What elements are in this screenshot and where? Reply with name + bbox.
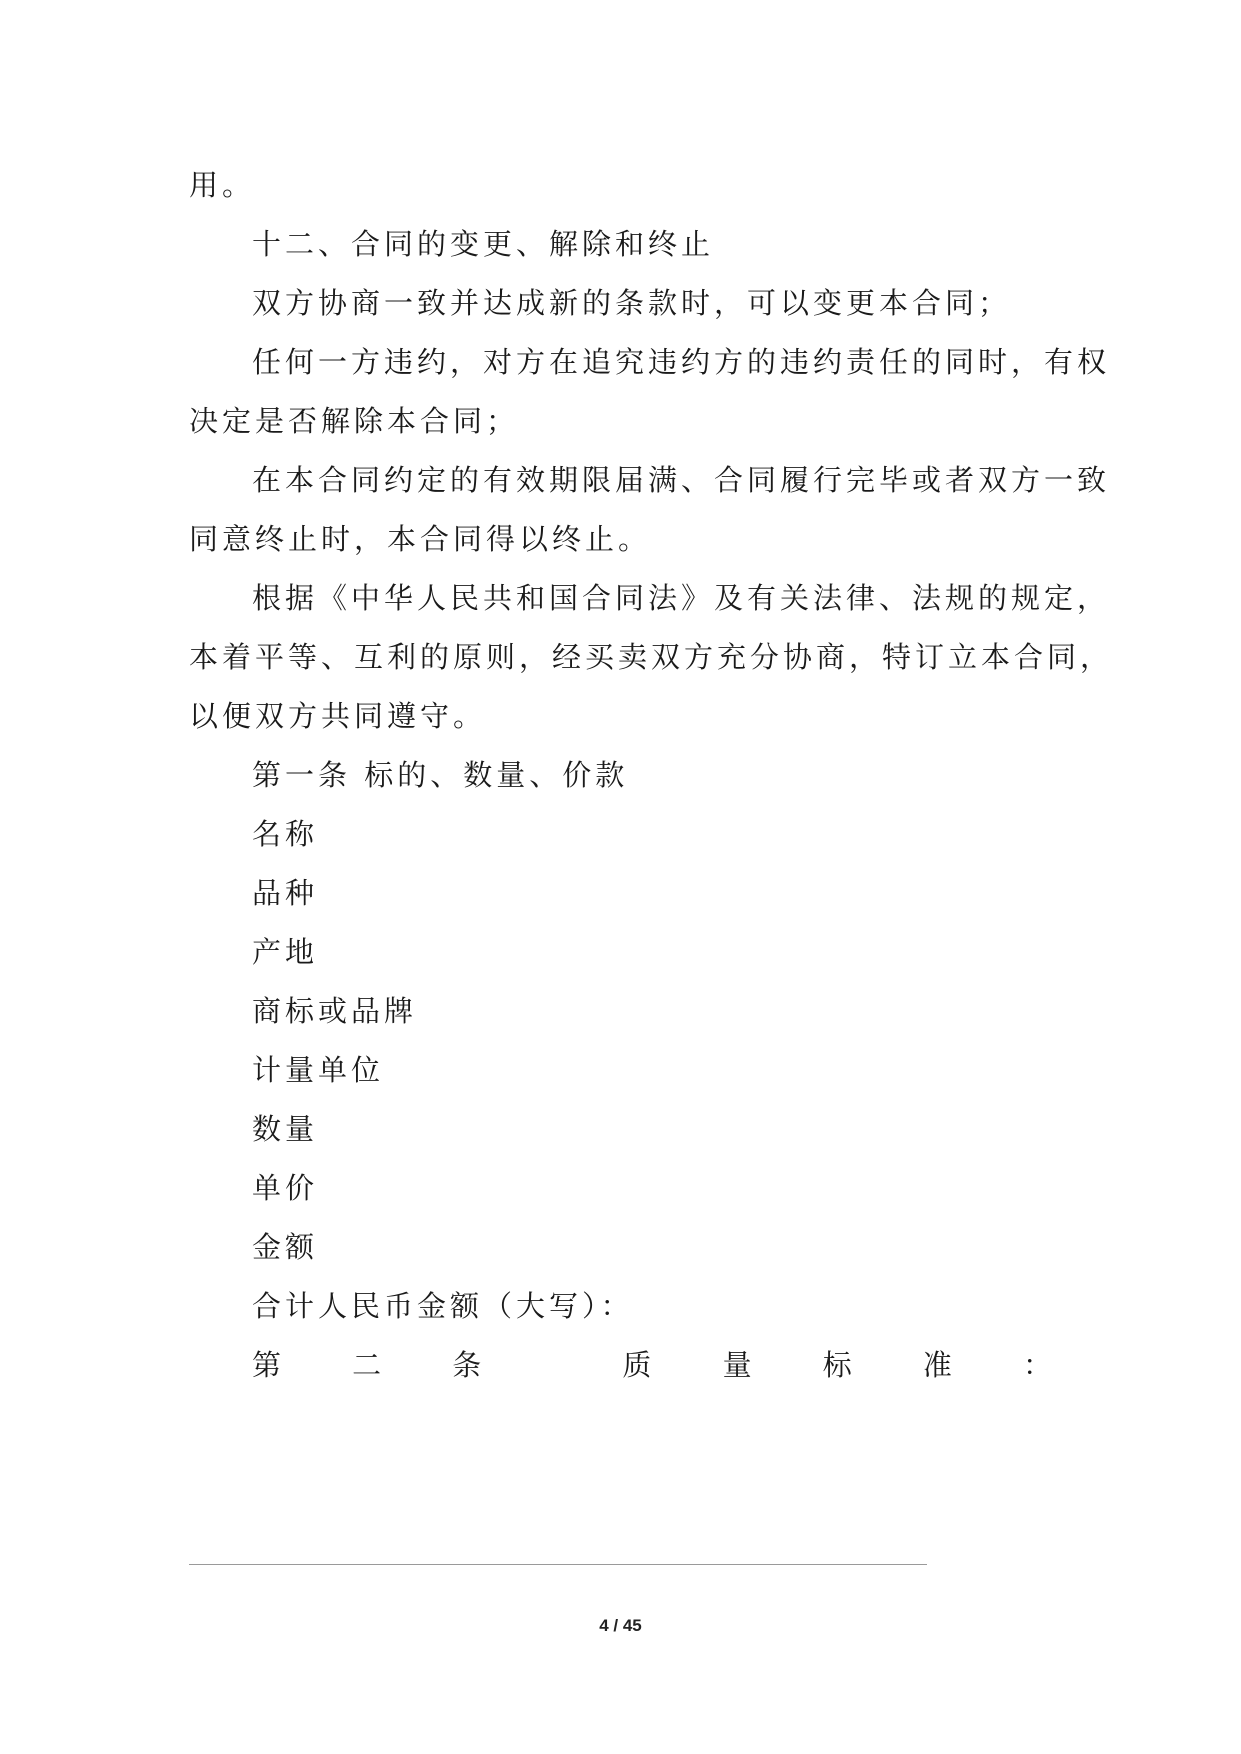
- paragraph-line: 以便双方共同遵守。: [189, 699, 487, 733]
- article-heading: 第一条 标的、数量、价款: [252, 758, 629, 792]
- field-label-variety: 品种: [252, 876, 319, 910]
- page-number: 4 / 45: [599, 1616, 642, 1635]
- heading-char: 条: [452, 1348, 482, 1382]
- field-label-brand: 商标或品牌: [252, 994, 418, 1028]
- heading-char: ：: [1022, 1348, 1052, 1382]
- heading-char: 二: [352, 1348, 382, 1382]
- heading-char: 标: [822, 1348, 852, 1382]
- field-label-amount: 金额: [252, 1230, 319, 1264]
- footer-divider: [189, 1564, 927, 1565]
- paragraph-line: 用。: [189, 168, 256, 202]
- paragraph-line: 同意终止时，本合同得以终止。: [189, 522, 652, 556]
- article-heading-quality: [252, 1345, 1052, 1385]
- heading-char: 准: [922, 1348, 952, 1382]
- field-label-unit: 计量单位: [252, 1053, 385, 1087]
- field-label-quantity: 数量: [252, 1112, 319, 1146]
- field-label-unit-price: 单价: [252, 1171, 319, 1205]
- paragraph-line: 根据《中华人民共和国合同法》及有关法律、法规的规定，: [252, 581, 1111, 615]
- paragraph-line: 双方协商一致并达成新的条款时，可以变更本合同；: [252, 286, 1012, 320]
- section-heading: 十二、合同的变更、解除和终止: [252, 227, 715, 261]
- heading-char: 质: [622, 1348, 652, 1382]
- field-label-origin: 产地: [252, 935, 319, 969]
- paragraph-line: 本着平等、互利的原则，经买卖双方充分协商，特订立本合同，: [189, 640, 1114, 674]
- field-label-name: 名称: [252, 817, 319, 851]
- heading-char: 量: [722, 1348, 752, 1382]
- field-label-total-rmb: 合计人民币金额（大写）：: [252, 1289, 634, 1323]
- paragraph-line: 在本合同约定的有效期限届满、合同履行完毕或者双方一致: [252, 463, 1111, 497]
- heading-char: 第: [252, 1348, 282, 1382]
- paragraph-line: 决定是否解除本合同；: [189, 404, 520, 438]
- paragraph-line: 任何一方违约，对方在追究违约方的违约责任的同时，有权: [252, 345, 1111, 379]
